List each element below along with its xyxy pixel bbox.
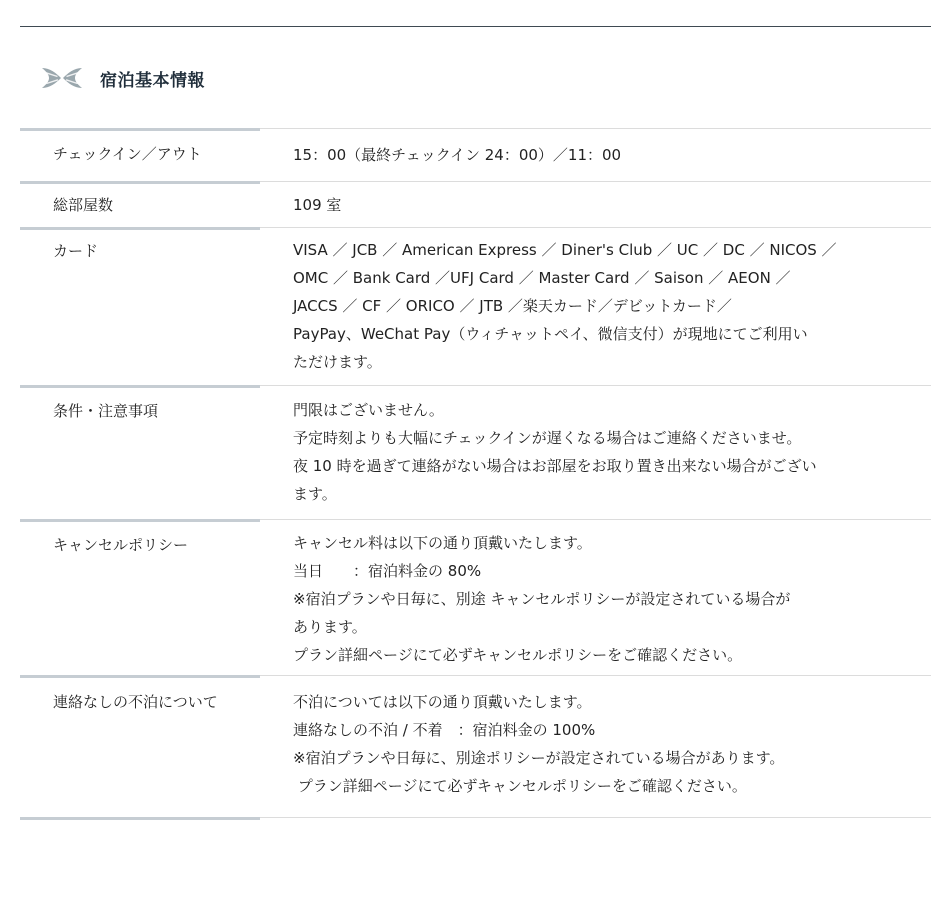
row-value <box>260 129 931 181</box>
value-line: OMC ／ Bank Card ／UFJ Card ／ Master Card ／ Saison ／ AEON ／ <box>293 269 791 287</box>
value-line: ただけます。 <box>293 353 382 371</box>
value-line: キャンセル料は以下の通り頂戴いたします。 <box>293 534 592 552</box>
bottom-divider <box>20 817 931 818</box>
value-line: PayPay、WeChat Pay（ウィチャットペイ、微信支付）が現地にてご利用い <box>293 325 808 343</box>
table-row-cancel-policy <box>20 519 931 675</box>
row-value <box>260 228 931 385</box>
section-title: 宿泊基本情報 <box>100 70 205 91</box>
top-divider <box>20 26 931 27</box>
value-line: 門限はございません。 <box>293 401 444 419</box>
value-line: ※宿泊プランや日毎に、別途ポリシーが設定されている場合があります。 <box>293 749 785 767</box>
value-line: 予定時刻よりも大幅にチェックインが遅くなる場合はご連絡くださいませ。 <box>293 429 802 447</box>
row-label: 条件・注意事項 <box>53 402 159 420</box>
row-label: 連絡なしの不泊について <box>53 693 218 711</box>
table-row-cards <box>20 227 931 385</box>
value-line: プラン詳細ページにて必ずキャンセルポリシーをご確認ください。 <box>293 777 747 795</box>
row-value <box>260 182 931 227</box>
value-line: 当日 ：宿泊料金の 80% <box>293 562 482 580</box>
value-line: 連絡なしの不泊 / 不着 ：宿泊料金の 100% <box>293 721 596 739</box>
value-line: ※宿泊プランや日毎に、別途 キャンセルポリシーが設定されている場合が <box>293 590 791 608</box>
table-row-checkin <box>20 128 931 181</box>
value-line: 夜 10 時を過ぎて連絡がない場合はお部屋をお取り置き出来ない場合がござい <box>293 457 817 475</box>
row-value <box>260 386 931 519</box>
row-value <box>260 520 931 675</box>
value-line: ます。 <box>293 485 337 503</box>
butterfly-logo-icon <box>40 66 84 90</box>
table-row-no-show <box>20 675 931 817</box>
row-label: 総部屋数 <box>53 196 114 214</box>
table-row-rooms <box>20 181 931 227</box>
value-line: JACCS ／ CF ／ ORICO ／ JTB ／楽天カード／デビットカード／ <box>293 297 732 315</box>
value-line: プラン詳細ページにて必ずキャンセルポリシーをご確認ください。 <box>293 646 743 664</box>
row-label: キャンセルポリシー <box>53 536 189 554</box>
row-value <box>260 676 931 817</box>
value-line: 15：00（最終チェックイン 24：00）／11：00 <box>293 146 622 164</box>
value-line: 109 室 <box>293 196 342 214</box>
row-label: チェックイン／アウト <box>53 145 202 163</box>
value-line: VISA ／ JCB ／ American Express ／ Diner's Club ／ UC ／ DC ／ NICOS ／ <box>293 241 837 259</box>
value-line: あります。 <box>293 618 367 636</box>
info-table <box>20 128 931 818</box>
table-row-conditions <box>20 385 931 519</box>
value-line: 不泊については以下の通り頂戴いたします。 <box>293 693 592 711</box>
section-header <box>40 64 205 92</box>
row-label: カード <box>53 242 99 260</box>
